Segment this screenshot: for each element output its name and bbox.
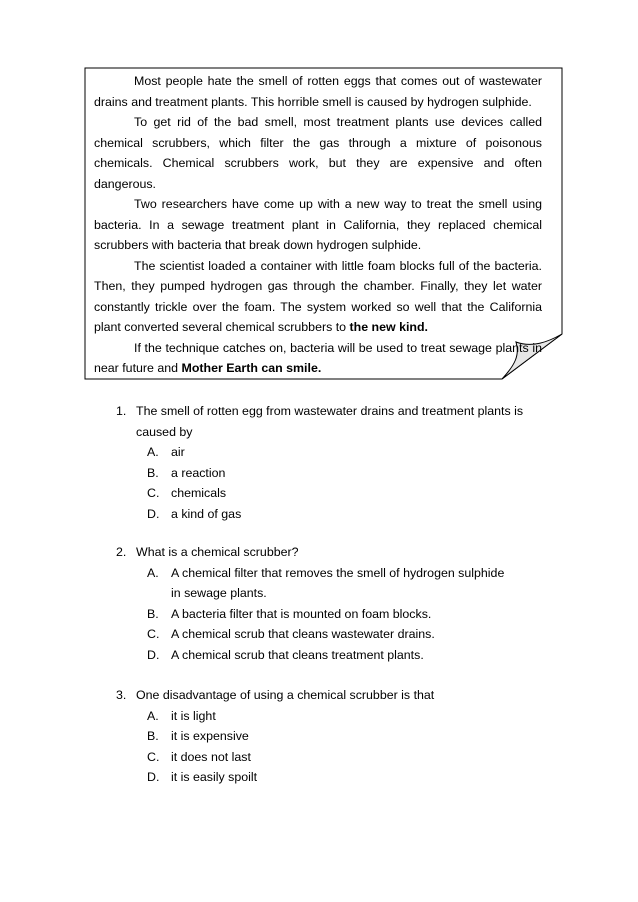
option-letter: A.	[147, 708, 159, 723]
option-text-line: in sewage plants.	[171, 586, 267, 600]
answer-option[interactable]	[147, 463, 567, 484]
option-letter: B.	[147, 465, 159, 480]
option-letter: C.	[147, 486, 160, 500]
answer-option[interactable]	[147, 624, 567, 645]
answer-option[interactable]	[147, 767, 567, 788]
passage-paragraph	[94, 338, 542, 379]
answer-option[interactable]	[147, 645, 567, 666]
option-letter: B.	[147, 606, 159, 621]
option-letter: B.	[147, 729, 159, 743]
option-text	[171, 563, 551, 604]
option-text-line: A chemical filter that removes the smell of hydrogen sulphide	[171, 565, 505, 580]
answer-option[interactable]	[147, 747, 567, 768]
question-stem-line: One disadvantage of using a chemical scrubber is that	[136, 688, 435, 702]
option-letter: C.	[147, 749, 160, 764]
answer-option[interactable]	[147, 483, 567, 504]
question-stem	[136, 401, 536, 442]
option-text: a reaction	[171, 465, 226, 480]
option-letter: C.	[147, 627, 160, 641]
passage-bold-phrase: Mother Earth can smile.	[181, 361, 322, 375]
question-number: 1.	[116, 404, 127, 418]
answer-options	[147, 563, 567, 666]
option-letter: A.	[147, 445, 159, 459]
option-text: a kind of gas	[171, 506, 242, 521]
answer-options	[147, 442, 567, 524]
option-text: it is light	[171, 708, 216, 723]
option-text: it is easily spoilt	[171, 770, 258, 784]
answer-option[interactable]	[147, 504, 567, 525]
answer-option[interactable]	[147, 726, 567, 747]
passage-paragraph	[94, 256, 542, 338]
option-text: A chemical scrub that cleans treatment plants.	[171, 647, 424, 662]
option-text: A bacteria filter that is mounted on foam blocks.	[171, 606, 432, 621]
option-letter: D.	[147, 770, 160, 784]
option-letter: D.	[147, 647, 160, 662]
passage-paragraph: Two researchers have come up with a new way to treat the smell using bacteria. In a sewage treatment plant in California, they replaced chemical scrubbers with bacteria that break down hydrogen sulphide.	[94, 197, 542, 252]
passage-box	[0, 0, 638, 390]
option-text: air	[171, 445, 185, 459]
question-stem-line: The smell of rotten egg from wastewater drains and treatment plants is	[136, 404, 524, 418]
answer-option[interactable]	[147, 442, 567, 463]
option-text: A chemical scrub that cleans wastewater drains.	[171, 627, 435, 641]
question-stem	[136, 685, 536, 706]
answer-option[interactable]	[147, 563, 567, 604]
question-number: 2.	[116, 545, 127, 559]
option-letter: D.	[147, 506, 160, 521]
option-text: it is expensive	[171, 729, 249, 743]
passage-text-run: If the technique catches on, bacteria will be used to treat sewage plants in near future and	[94, 340, 542, 375]
option-letter: A.	[147, 565, 159, 580]
passage-text-run: The scientist loaded a container with little foam blocks full of the bacteria. Then, they pumped hydrogen gas through the chamber. Finally, they let water constantly trickle over the foam. The system worked so well that the California plant converted several chemical scrubbers to	[94, 258, 542, 334]
question-stem	[136, 542, 536, 563]
passage-text	[94, 71, 542, 379]
question-stem-line: caused by	[136, 424, 193, 439]
question-number: 3.	[116, 688, 127, 702]
passage-bold-phrase: the new kind.	[349, 320, 428, 334]
option-text: chemicals	[171, 486, 227, 500]
question-stem-line: What is a chemical scrubber?	[136, 545, 299, 559]
passage-paragraph: Most people hate the smell of rotten eggs that comes out of wastewater drains and treatment plants. This horrible smell is caused by hydrogen sulphide.	[94, 74, 542, 109]
answer-option[interactable]	[147, 604, 567, 625]
answer-options	[147, 706, 567, 788]
passage-paragraph: To get rid of the bad smell, most treatment plants use devices called chemical scrubbers, which filter the gas through a mixture of poisonous chemicals. Chemical scrubbers work, but they are expensive and often dangerous.	[94, 115, 542, 191]
option-text: it does not last	[171, 749, 251, 764]
answer-option[interactable]	[147, 706, 567, 727]
